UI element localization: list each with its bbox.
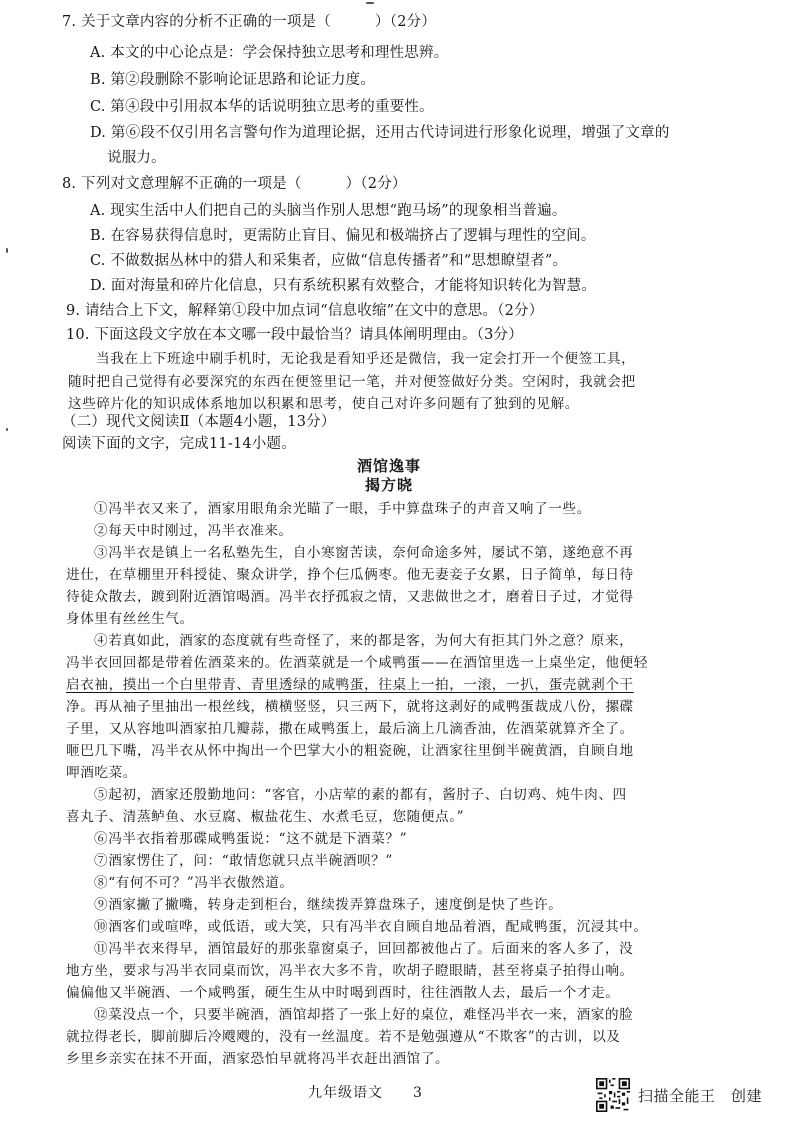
story-line: ②每天中时刚过，冯半衣准来。 [94, 523, 293, 539]
story-line: ⑨酒家撇了撇嘴，转身走到柜台，继续拨弄算盘珠子，速度倒是快了些许。 [94, 897, 563, 913]
story-line: 身体里有丝丝生气。 [66, 611, 194, 627]
story-line: ⑫菜没点一个，只要半碗酒，酒馆却搭了一张上好的桌位，难怪冯半衣一来，酒家的脸 [94, 1007, 634, 1023]
story-line: 咂巴几下嘴，冯半衣从怀中掏出一个巴掌大小的粗瓷碗，让酒家往里倒半碗黄酒，自顾自地 [66, 743, 634, 759]
q10-passage-line: 这些碎片化的知识成体系地加以积累和思考，使自己对许多问题有了独到的见解。 [68, 396, 579, 412]
q7-option-b: B. 第②段删除不影响论证思路和论证力度。 [90, 72, 376, 88]
story-line: 冯半衣回回都是带着佐酒菜来的。佐酒菜就是一个咸鸭蛋——在酒馆里选一上桌坐定，他便轻 [66, 655, 648, 671]
story-line: ⑥冯半衣指着那碟咸鸭蛋说：“这不就是下酒菜？” [94, 831, 408, 847]
story-line-underlined: 启衣袖，摸出一个白里带青、青里透绿的咸鸭蛋，往桌上一拍，一滚，一扒，蛋壳就剥个干 [66, 677, 634, 693]
story-line: 地方坐，要求与冯半衣同桌而饮，冯半衣大多不肯，吹胡子瞪眼睛，甚至将桌子拍得山响。 [66, 963, 634, 979]
q7-option-c: C. 第④段中引用叔本华的话说明独立思考的重要性。 [90, 99, 434, 115]
q7-option-d: D. 第⑥段不仅引用名言警句作为道理论据，还用古代诗词进行形象化说理，增强了文章的 [90, 125, 670, 141]
q8-stem: 8. 下列对文意理解不正确的一项是（ ）（2分） [62, 176, 407, 192]
story-title: 酒馆逸事 [357, 457, 422, 475]
q9-stem: 9. 请结合上下文，解释第①段中加点词“信息收缩”在文中的意思。（2分） [66, 303, 544, 319]
story-line: ⑪冯半衣来得早，酒馆最好的那张靠窗桌子，回回都被他占了。后面来的客人多了，没 [94, 941, 634, 957]
story-line: 进仕，在草棚里开科授徒、聚众讲学，挣个仨瓜俩枣。他无妻妾子女累，日子简单，每日待 [66, 567, 634, 583]
story-line: 呷酒吃菜。 [66, 765, 137, 781]
q8-option-d: D. 面对海量和碎片化信息，只有系统积累有效整合，才能将知识转化为智慧。 [90, 278, 597, 294]
q10-passage-line: 随时把自己觉得有必要深究的东西在便签里记一笔，并对便签做好分类。空闲时，我就会把 [68, 374, 636, 390]
section-heading: （二）现代文阅读Ⅱ（本题4小题，13分） [62, 414, 336, 430]
story-line: ④若真如此，酒家的态度就有些奇怪了，来的都是客，为何大有拒其门外之意？原来， [94, 633, 634, 649]
q7-option-d-cont: 说服力。 [107, 150, 166, 166]
page-footer: 九年级语文 3 [308, 1085, 423, 1101]
story-line: 子里，又从容地叫酒家拍几瓣蒜，撒在咸鸭蛋上，最后滴上几滴香油，佐酒菜就算齐全了。 [66, 721, 634, 737]
scanner-watermark [596, 1078, 762, 1112]
qr-code-icon [596, 1078, 630, 1112]
q8-option-b: B. 在容易获得信息时，更需防止盲目、偏见和极端挤占了逻辑与理性的空间。 [90, 228, 596, 244]
scan-speck [366, 2, 374, 4]
story-line: ⑦酒家愣住了，问：“敢情您就只点半碗酒呗？” [94, 853, 393, 869]
story-line: 就拉得老长，脚前脚后冷飕飕的，没有一丝温度。若不是勉强遵从“不欺客”的古训，以及 [66, 1029, 621, 1045]
section-instruction: 阅读下面的文字，完成11-14小题。 [62, 436, 296, 452]
q8-option-c: C. 不做数据丛林中的猎人和采集者，应做“信息传播者”和“思想瞭望者”。 [90, 253, 568, 269]
story-line: 乡里乡亲实在抹不开面，酒家恐怕早就将冯半衣赶出酒馆了。 [66, 1051, 450, 1067]
story-line: ⑩酒客们或喧哗，或低语，或大笑，只有冯半衣自顾自地品着酒，配咸鸭蛋，沉浸其中。 [94, 919, 648, 935]
watermark-text: 扫描全能王 创建 [638, 1086, 763, 1105]
q10-stem: 10. 下面这段文字放在本文哪一段中最恰当？请具体阐明理由。（3分） [66, 327, 523, 343]
scan-speck [6, 248, 8, 253]
q10-passage-line: 当我在上下班途中刷手机时，无论我是看知乎还是微信，我一定会打开一个便签工具， [96, 351, 636, 367]
q7-stem: 7. 关于文章内容的分析不正确的一项是（ ）（2分） [62, 14, 437, 30]
q7-option-a: A. 本文的中心论点是：学会保持独立思考和理性思辨。 [90, 45, 449, 61]
story-line: 偏偏他又半碗酒、一个咸鸭蛋，硬生生从中时喝到酉时，往往酒散人去，最后一个才走。 [66, 985, 620, 1001]
q8-option-a: A. 现实生活中人们把自己的头脑当作别人思想“跑马场”的现象相当普遍。 [90, 203, 567, 219]
story-line: ⑧“有何不可？”冯半衣傲然道。 [94, 875, 294, 891]
story-line: ③冯半衣是镇上一名私塾先生，自小寒窗苦读，奈何命途多舛，屡试不第，遂绝意不再 [94, 545, 634, 561]
story-line: 待徒众散去，踱到附近酒馆喝酒。冯半衣抒孤寂之情，又悲做世之才，磨着日子过，才觉得 [66, 589, 634, 605]
scan-speck [6, 428, 8, 431]
story-line: ⑤起初，酒家还殷勤地问：“客官，小店荤的素的都有，酱肘子、白切鸡、炖牛肉、四 [94, 787, 627, 803]
story-author: 揭方晓 [365, 476, 414, 494]
story-line: ①冯半衣又来了，酒家用眼角余光瞄了一眼，手中算盘珠子的声音又响了一些。 [94, 501, 591, 517]
story-line: 净。再从袖子里抽出一根丝线，横横竖竖，只三两下，就将这剥好的咸鸭蛋裁成八份，摞碟 [66, 699, 634, 715]
story-line: 喜丸子、清蒸鲈鱼、水豆腐、椒盐花生、水煮毛豆，您随便点。” [66, 809, 465, 825]
